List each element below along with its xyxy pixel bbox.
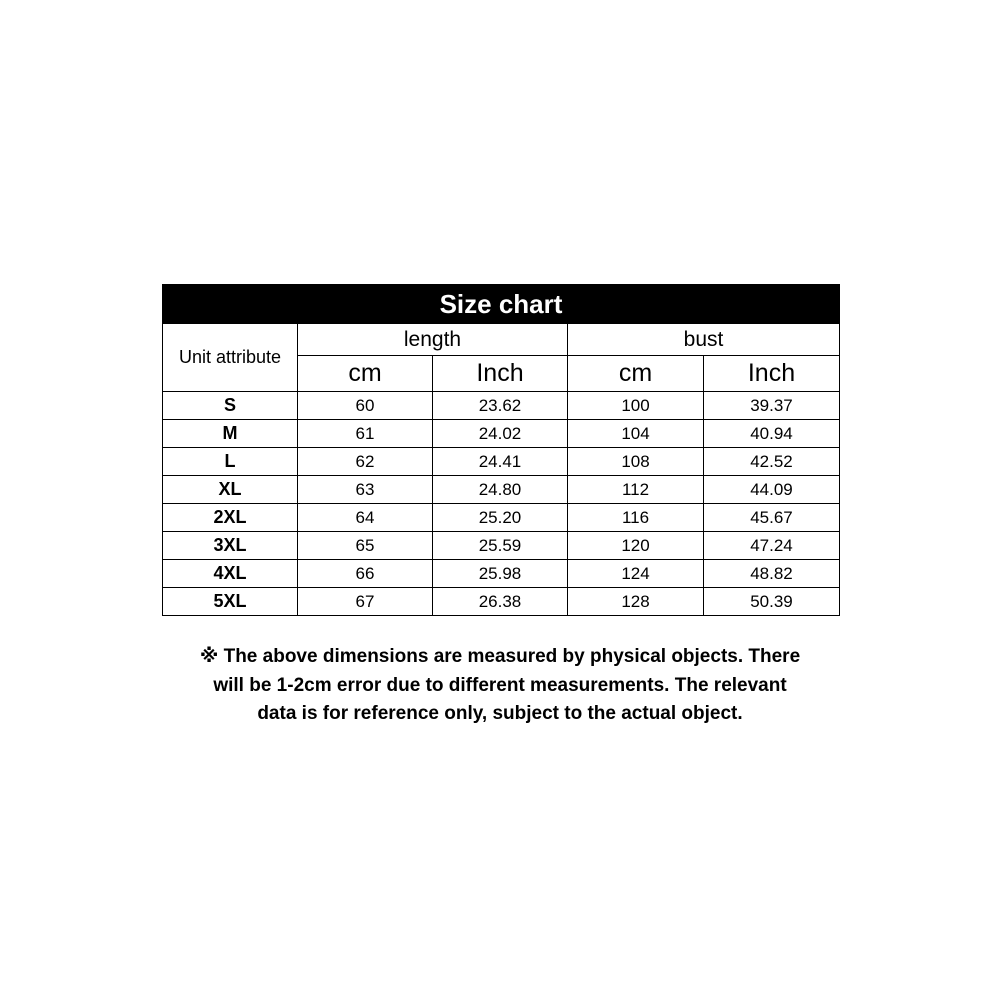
bust-cm-cell: 124 (568, 560, 704, 588)
bust-inch-cell: 39.37 (704, 392, 840, 420)
length-inch-header: Inch (433, 356, 568, 392)
table-row (163, 448, 840, 476)
table-row (163, 504, 840, 532)
bust-inch-header: Inch (704, 356, 840, 392)
length-group-header: length (298, 324, 568, 356)
bust-inch-cell: 40.94 (704, 420, 840, 448)
length-inch-cell: 25.59 (433, 532, 568, 560)
group-header-row (163, 324, 840, 356)
bust-cm-header: cm (568, 356, 704, 392)
length-cm-cell: 66 (298, 560, 433, 588)
size-label: 5XL (163, 588, 298, 616)
length-inch-cell: 24.41 (433, 448, 568, 476)
note-line-1: ※ The above dimensions are measured by physical objects. There (199, 646, 801, 667)
note-line-2: will be 1-2cm error due to different measurements. The relevant (213, 674, 787, 696)
table-row (163, 392, 840, 420)
length-inch-cell: 25.20 (433, 504, 568, 532)
table-row (163, 588, 840, 616)
length-cm-cell: 63 (298, 476, 433, 504)
size-label: M (163, 420, 298, 448)
length-inch-cell: 24.02 (433, 420, 568, 448)
bust-inch-cell: 42.52 (704, 448, 840, 476)
size-label: XL (163, 476, 298, 504)
bust-cm-cell: 108 (568, 448, 704, 476)
note-line-3: data is for reference only, subject to the actual object. (257, 703, 743, 724)
bust-inch-cell: 47.24 (704, 532, 840, 560)
bust-inch-cell: 44.09 (704, 476, 840, 504)
size-label: 4XL (163, 560, 298, 588)
length-inch-cell: 25.98 (433, 560, 568, 588)
bust-cm-cell: 104 (568, 420, 704, 448)
table-row (163, 420, 840, 448)
bust-inch-cell: 48.82 (704, 560, 840, 588)
bust-cm-cell: 116 (568, 504, 704, 532)
length-inch-cell: 23.62 (433, 392, 568, 420)
length-cm-cell: 64 (298, 504, 433, 532)
bust-cm-cell: 112 (568, 476, 704, 504)
bust-cm-cell: 128 (568, 588, 704, 616)
length-inch-cell: 26.38 (433, 588, 568, 616)
measurement-note (130, 643, 870, 729)
length-cm-cell: 67 (298, 588, 433, 616)
bust-group-header: bust (568, 324, 840, 356)
bust-cm-cell: 120 (568, 532, 704, 560)
size-label: 3XL (163, 532, 298, 560)
length-cm-cell: 61 (298, 420, 433, 448)
bust-cm-cell: 100 (568, 392, 704, 420)
title-row (163, 285, 840, 324)
size-chart-body (163, 285, 840, 616)
bust-inch-cell: 50.39 (704, 588, 840, 616)
size-label: 2XL (163, 504, 298, 532)
length-cm-cell: 62 (298, 448, 433, 476)
unit-attribute-header: Unit attribute (163, 324, 298, 392)
size-chart-table (162, 284, 840, 616)
size-chart-title: Size chart (163, 285, 840, 324)
table-row (163, 560, 840, 588)
length-cm-cell: 65 (298, 532, 433, 560)
size-label: S (163, 392, 298, 420)
length-cm-header: cm (298, 356, 433, 392)
table-row (163, 532, 840, 560)
length-inch-cell: 24.80 (433, 476, 568, 504)
table-row (163, 476, 840, 504)
length-cm-cell: 60 (298, 392, 433, 420)
bust-inch-cell: 45.67 (704, 504, 840, 532)
size-label: L (163, 448, 298, 476)
